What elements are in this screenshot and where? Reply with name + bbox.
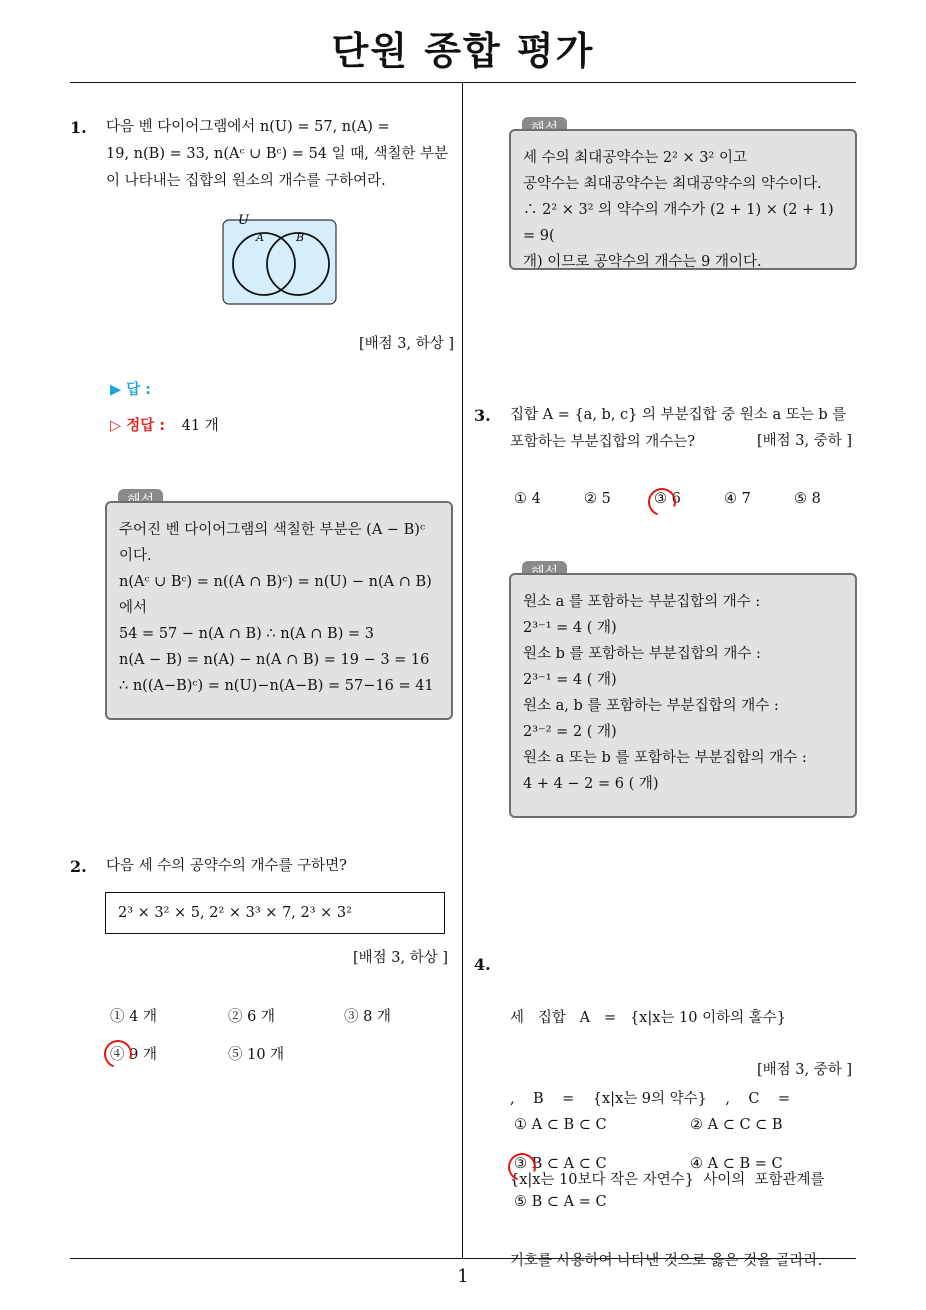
q3-choice-1[interactable]: ① 4 [514, 491, 541, 507]
question-3-meta: [배점 3, 중하 ] [756, 433, 852, 449]
selected-answer-mark [99, 1035, 136, 1072]
explanation-line: 에서 [119, 600, 148, 616]
question-4-line: {x|x는 10보다 작은 자연수} 사이의 포함관계를 [510, 1172, 825, 1188]
q4-choice-3[interactable]: ③ B ⊂ A ⊂ C [514, 1156, 607, 1172]
q4-choice-1[interactable]: ① A ⊂ B ⊂ C [514, 1117, 607, 1133]
explanation-line: n(A − B) = n(A) − n(A ∩ B) = 19 − 3 = 16 [119, 652, 430, 668]
explanation-line: 공약수는 최대공약수는 최대공약수의 약수이다. [523, 176, 822, 192]
question-4-line: , B = {x|x는 9의 약수} , C = [510, 1091, 791, 1107]
q4-choice-2[interactable]: ② A ⊂ C ⊂ B [690, 1117, 783, 1133]
page-title: 단원 종합 평가 [331, 29, 595, 73]
q3-choice-3[interactable]: ③ 6 [654, 491, 681, 507]
explanation-line: ∴ 2² × 3² 의 약수의 개수가 (2 + 1) × (2 + 1) = 9( [523, 202, 834, 244]
explanation-line: 4 + 4 − 2 = 6 ( 개) [523, 776, 659, 792]
q4-choice-4[interactable]: ④ A ⊂ B = C [690, 1156, 783, 1172]
question-2-number: 2. [70, 857, 87, 876]
question-1-number: 1. [70, 118, 87, 137]
q3-choice-5[interactable]: ⑤ 8 [794, 491, 821, 507]
venn-universe-label: U [238, 213, 249, 228]
header-rule [70, 82, 856, 83]
q2-choice-4[interactable]: ④ 9 개 [110, 1047, 157, 1063]
question-2-meta: [배점 3, 하상 ] [352, 950, 448, 966]
explanation-line: 54 = 57 − n(A ∩ B) ∴ n(A ∩ B) = 3 [119, 626, 374, 642]
question-4-line: 세 집합 A = {x|x는 10 이하의 홀수} [510, 1010, 786, 1026]
q2-choice-2[interactable]: ② 6 개 [228, 1009, 275, 1025]
correct-value: 41 개 [181, 418, 219, 434]
question-1-line: 이 나타내는 집합의 원소의 개수를 구하여라. [106, 173, 386, 189]
question-2-text: 다음 세 수의 공약수의 개수를 구하면? [106, 858, 347, 874]
question-1-line: 19, n(B) = 33, n(Aᶜ ∪ Bᶜ) = 54 일 때, 색칠한 부분 [106, 146, 449, 162]
explanation-line: 주어진 벤 다이어그램의 색칠한 부분은 (A − B)ᶜ [119, 522, 425, 538]
question-1-explanation [105, 501, 453, 720]
explanation-line: n(Aᶜ ∪ Bᶜ) = n((A ∩ B)ᶜ) = n(U) − n(A ∩ B) [119, 574, 432, 590]
explanation-line: 세 수의 최대공약수는 2² × 3² 이고 [523, 150, 747, 166]
q2-choice-3[interactable]: ③ 8 개 [344, 1009, 391, 1025]
question-4-meta: [배점 3, 중하 ] [756, 1062, 852, 1078]
q3-choice-4[interactable]: ④ 7 [724, 491, 751, 507]
page-number: 1 [457, 1266, 469, 1287]
explanation-line: 원소 a, b 를 포함하는 부분집합의 개수 : [523, 698, 779, 714]
explanation-line: 원소 b 를 포함하는 부분집합의 개수 : [523, 646, 761, 662]
column-divider [462, 83, 463, 1259]
explanation-line: 개) 이므로 공약수의 개수는 9 개이다. [523, 254, 762, 270]
correct-label: ▷ 정답 : [110, 418, 166, 434]
question-1-meta: [배점 3, 하상 ] [358, 336, 454, 352]
explanation-line: 2³⁻¹ = 4 ( 개) [523, 620, 617, 636]
selected-answer-mark [643, 483, 680, 520]
explanation-line: ∴ n((A−B)ᶜ) = n(U)−n(A−B) = 57−16 = 41 [119, 678, 434, 694]
question-1-text [106, 114, 454, 195]
question-4-number: 4. [474, 955, 491, 974]
venn-set-a-label: A [256, 231, 264, 244]
explanation-line: 원소 a 를 포함하는 부분집합의 개수 : [523, 594, 761, 610]
venn-diagram [220, 212, 340, 307]
question-1-line: 다음 벤 다이어그램에서 n(U) = 57, n(A) = [106, 119, 390, 135]
explanation-line: 원소 a 또는 b 를 포함하는 부분집합의 개수 : [523, 750, 807, 766]
q4-choice-5[interactable]: ⑤ B ⊂ A = C [514, 1194, 607, 1210]
question-3-line: 포함하는 부분집합의 개수는? [510, 434, 696, 450]
question-2-number-box: 2³ × 3² × 5, 2² × 3³ × 7, 2³ × 3² [105, 892, 445, 934]
explanation-line: 이다. [119, 548, 152, 564]
q3-choice-2[interactable]: ② 5 [584, 491, 611, 507]
q2-choice-5[interactable]: ⑤ 10 개 [228, 1047, 285, 1063]
question-4-line: 기호를 사용하여 나타낸 것으로 옳은 것을 골라라. [510, 1253, 823, 1269]
venn-set-b-label: B [296, 231, 305, 244]
correct-answer-row [110, 414, 219, 435]
question-3-line: 집합 A = {a, b, c} 의 부분집합 중 원소 a 또는 b 를 [510, 407, 847, 423]
explanation-line: 2³⁻² = 2 ( 개) [523, 724, 617, 740]
question-3-number: 3. [474, 406, 491, 425]
answer-label: ▶ 답 : [110, 382, 152, 398]
footer-rule [70, 1258, 856, 1259]
explanation-line: 2³⁻¹ = 4 ( 개) [523, 672, 617, 688]
question-3-explanation [509, 573, 857, 818]
q2-choice-1[interactable]: ① 4 개 [110, 1009, 157, 1025]
question-2-explanation [509, 129, 857, 270]
